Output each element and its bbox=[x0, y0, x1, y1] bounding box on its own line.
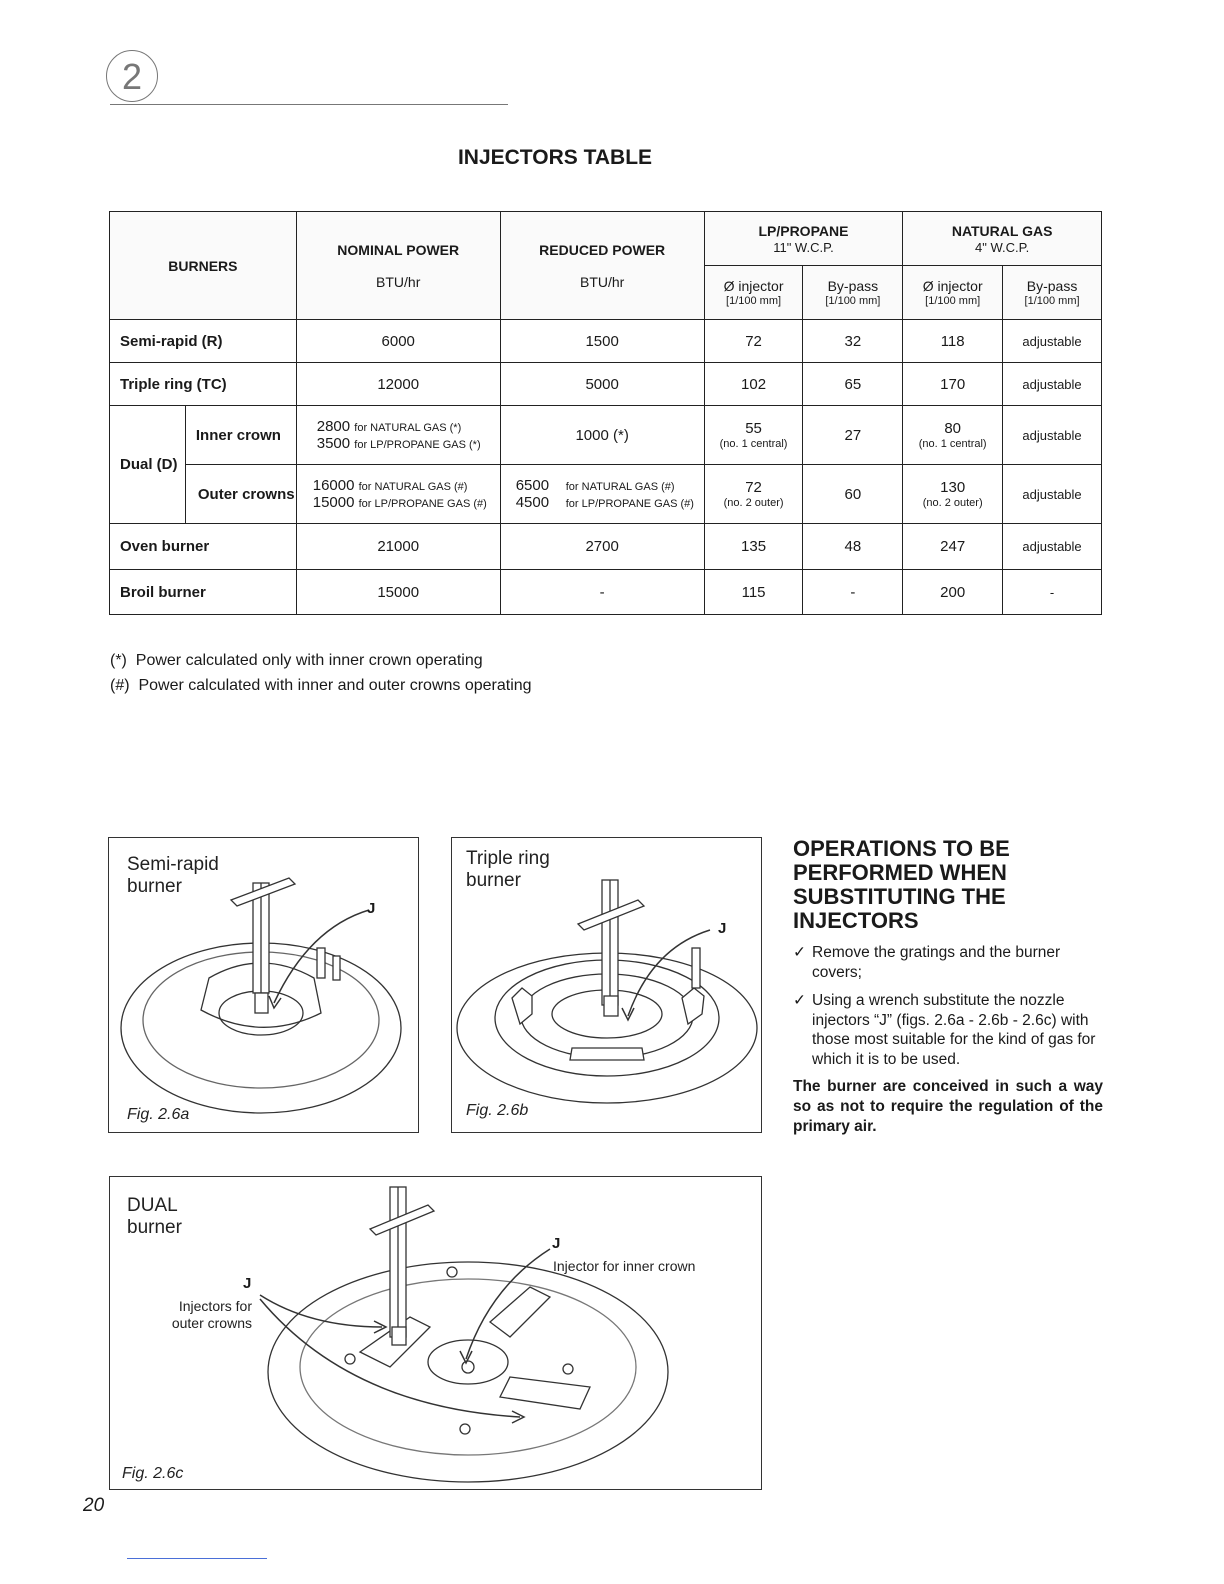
cell-ng-injector: 200 bbox=[903, 570, 1003, 615]
header-reduced-unit: BTU/hr bbox=[579, 273, 625, 290]
operations-item bbox=[793, 991, 1105, 1069]
note-asterisk: (*) Power calculated only with inner crown operating bbox=[110, 652, 483, 669]
cell-lp-bypass: - bbox=[803, 570, 903, 615]
fig-c-title bbox=[127, 1195, 182, 1239]
cell-outer-nominal bbox=[296, 465, 500, 524]
cell-reduced: 2700 bbox=[500, 524, 704, 570]
fig-a-caption: Fig. 2.6a bbox=[127, 1106, 190, 1123]
cell-ng-injector: 247 bbox=[903, 524, 1003, 570]
header-lp-bypass-label: By-pass bbox=[827, 278, 879, 294]
outer-ng-inj-value: 130 bbox=[940, 479, 966, 496]
cell-inner-label: Inner crown bbox=[185, 406, 296, 465]
outer-nominal-ng-text: for NATURAL GAS (#) bbox=[358, 481, 468, 493]
header-lp-bypass-unit: [1/100 mm] bbox=[825, 295, 881, 307]
fig-c-caption: Fig. 2.6c bbox=[122, 1465, 184, 1482]
cell-nominal: 12000 bbox=[296, 363, 500, 406]
outer-reduced-lp-value: 4500 bbox=[515, 494, 550, 511]
fig-c-title-line2: burner bbox=[127, 1217, 182, 1238]
check-icon: ✓ bbox=[793, 944, 806, 961]
inner-nominal-lp-value: 3500 bbox=[316, 435, 351, 452]
header-ng-bypass-label: By-pass bbox=[1026, 278, 1078, 294]
cell-nominal: 15000 bbox=[296, 570, 500, 615]
cell-ng-injector: 118 bbox=[903, 320, 1003, 363]
cell-nominal: 6000 bbox=[296, 320, 500, 363]
header-nominal-unit: BTU/hr bbox=[376, 273, 421, 290]
page-number: 20 bbox=[83, 1495, 105, 1516]
cell-lp-bypass: 65 bbox=[803, 363, 903, 406]
cell-outer-ng-injector bbox=[903, 465, 1003, 524]
row-inner-crown bbox=[110, 406, 1102, 465]
row-outer-crowns bbox=[110, 465, 1102, 524]
operations-item-text: Remove the gratings and the burner covers; bbox=[812, 944, 1061, 981]
cell-outer-label: Outer crowns bbox=[185, 465, 296, 524]
header-lp-propane bbox=[704, 212, 903, 266]
outer-lp-inj-value: 72 bbox=[745, 479, 762, 496]
fig-a-title-line1: Semi-rapid bbox=[127, 854, 219, 875]
outer-reduced-lp-text: for LP/PROPANE GAS (#) bbox=[565, 498, 694, 510]
cell-ng-bypass: adjustable bbox=[1003, 524, 1102, 570]
fig-b-caption: Fig. 2.6b bbox=[466, 1102, 529, 1119]
table-title: INJECTORS TABLE bbox=[457, 146, 653, 169]
header-rule bbox=[110, 104, 508, 105]
cell-inner-ng-bypass: adjustable bbox=[1003, 406, 1102, 465]
fig-a-j-label: J bbox=[367, 900, 376, 917]
header-lp-label: LP/PROPANE bbox=[758, 222, 849, 239]
cell-outer-lp-bypass: 60 bbox=[803, 465, 903, 524]
figure-2-6c bbox=[109, 1176, 762, 1490]
fig-c-outer-note-line1: Injectors for bbox=[178, 1298, 252, 1314]
outer-ng-inj-note: (no. 2 outer) bbox=[922, 497, 983, 509]
cell-lp-injector: 102 bbox=[704, 363, 803, 406]
cell-ng-bypass: adjustable bbox=[1003, 363, 1102, 406]
header-row-1 bbox=[110, 212, 1102, 266]
outer-nominal-ng-value: 16000 bbox=[312, 477, 355, 494]
cell-label: Oven burner bbox=[110, 524, 297, 570]
cell-reduced: 1500 bbox=[500, 320, 704, 363]
header-natural-gas bbox=[903, 212, 1102, 266]
cell-dual-label: Dual (D) bbox=[110, 406, 186, 524]
header-ng-bypass bbox=[1003, 266, 1102, 320]
header-burners: BURNERS bbox=[110, 212, 297, 320]
fig-a-title-line2: burner bbox=[127, 876, 182, 897]
fig-b-title bbox=[466, 848, 550, 892]
fig-c-title-line1: DUAL bbox=[127, 1195, 178, 1216]
operations-item bbox=[793, 943, 1105, 982]
outer-lp-inj-note: (no. 2 outer) bbox=[723, 497, 784, 509]
header-ng-bypass-unit: [1/100 mm] bbox=[1024, 295, 1080, 307]
header-ng-injector-label: Ø injector bbox=[922, 278, 983, 294]
header-lp-pressure: 11" W.C.P. bbox=[773, 239, 834, 255]
fig-c-j-outer-label: J bbox=[243, 1275, 252, 1292]
operations-item-text: Using a wrench substitute the nozzle injectors “J” (figs. 2.6a - 2.6b - 2.6c) with those most suitable for the kind of gas for which it is to be used. bbox=[812, 992, 1096, 1068]
fig-b-title-line1: Triple ring bbox=[466, 848, 550, 869]
row-broil-burner bbox=[110, 570, 1102, 615]
table-notes bbox=[110, 648, 532, 698]
inner-nominal-lp-text: for LP/PROPANE GAS (*) bbox=[354, 439, 481, 451]
fig-c-inner-note: Injector for inner crown bbox=[553, 1258, 696, 1274]
cell-nominal: 21000 bbox=[296, 524, 500, 570]
cell-outer-reduced bbox=[500, 465, 704, 524]
cell-inner-lp-injector bbox=[704, 406, 803, 465]
outer-nominal-lp-text: for LP/PROPANE GAS (#) bbox=[358, 498, 487, 510]
operations-note: The burner are conceived in such a way so as not to require the regulation of the primary air. bbox=[793, 1078, 1103, 1135]
figure-2-6a bbox=[108, 837, 419, 1133]
fig-b-j-label: J bbox=[718, 920, 727, 937]
cell-label: Broil burner bbox=[110, 570, 297, 615]
injectors-table bbox=[109, 211, 1102, 615]
cell-inner-lp-bypass: 27 bbox=[803, 406, 903, 465]
header-lp-bypass bbox=[803, 266, 903, 320]
inner-ng-inj-value: 80 bbox=[944, 420, 962, 437]
dual-burner-illustration bbox=[110, 1177, 763, 1491]
fig-c-outer-note-line2: outer crowns bbox=[171, 1315, 252, 1331]
cell-inner-ng-injector bbox=[903, 406, 1003, 465]
cell-ng-bypass: - bbox=[1003, 570, 1102, 615]
outer-nominal-lp-value: 15000 bbox=[312, 494, 355, 511]
cell-label: Semi-rapid (R) bbox=[110, 320, 297, 363]
inner-lp-inj-note: (no. 1 central) bbox=[719, 438, 788, 450]
header-reduced-label: REDUCED POWER bbox=[539, 241, 666, 258]
header-ng-label: NATURAL GAS bbox=[951, 222, 1053, 239]
figure-2-6b bbox=[451, 837, 762, 1133]
header-lp-injector-unit: [1/100 mm] bbox=[726, 295, 782, 307]
fig-c-outer-note bbox=[150, 1298, 252, 1332]
inner-nominal-ng-value: 2800 bbox=[316, 418, 351, 435]
row-oven-burner bbox=[110, 524, 1102, 570]
cell-label: Triple ring (TC) bbox=[110, 363, 297, 406]
cell-reduced: 5000 bbox=[500, 363, 704, 406]
cell-lp-bypass: 32 bbox=[803, 320, 903, 363]
header-lp-injector bbox=[704, 266, 803, 320]
header-reduced-power bbox=[500, 212, 704, 320]
operations-title: OPERATIONS TO BE PERFORMED WHEN SUBSTITUTING THE INJECTORS bbox=[793, 836, 1010, 933]
inner-lp-inj-value: 55 bbox=[745, 420, 762, 437]
cell-lp-injector: 135 bbox=[704, 524, 803, 570]
header-ng-injector bbox=[903, 266, 1003, 320]
cell-inner-nominal bbox=[296, 406, 500, 465]
note-hash: (#) Power calculated with inner and outer crowns operating bbox=[110, 677, 532, 694]
cell-lp-bypass: 48 bbox=[803, 524, 903, 570]
fig-b-title-line2: burner bbox=[466, 870, 521, 891]
footer-rule bbox=[127, 1558, 267, 1559]
section-number-badge: 2 bbox=[106, 50, 158, 102]
cell-reduced: - bbox=[500, 570, 704, 615]
header-ng-pressure: 4" W.C.P. bbox=[975, 239, 1030, 255]
row-triple-ring bbox=[110, 363, 1102, 406]
cell-outer-lp-injector bbox=[704, 465, 803, 524]
cell-lp-injector: 72 bbox=[704, 320, 803, 363]
inner-nominal-ng-text: for NATURAL GAS (*) bbox=[354, 422, 462, 434]
inner-ng-inj-note: (no. 1 central) bbox=[918, 438, 987, 450]
fig-c-j-inner-label: J bbox=[552, 1235, 561, 1252]
header-lp-injector-label: Ø injector bbox=[723, 278, 784, 294]
outer-reduced-ng-value: 6500 bbox=[515, 477, 550, 494]
header-nominal-power bbox=[296, 212, 500, 320]
fig-a-title bbox=[127, 854, 219, 898]
cell-lp-injector: 115 bbox=[704, 570, 803, 615]
header-nominal-label: NOMINAL POWER bbox=[337, 241, 460, 258]
header-ng-injector-unit: [1/100 mm] bbox=[925, 295, 981, 307]
cell-ng-bypass: adjustable bbox=[1003, 320, 1102, 363]
cell-ng-injector: 170 bbox=[903, 363, 1003, 406]
outer-reduced-ng-text: for NATURAL GAS (#) bbox=[565, 481, 675, 493]
check-icon: ✓ bbox=[793, 992, 806, 1009]
row-semi-rapid bbox=[110, 320, 1102, 363]
cell-inner-reduced: 1000 (*) bbox=[500, 406, 704, 465]
cell-outer-ng-bypass: adjustable bbox=[1003, 465, 1102, 524]
